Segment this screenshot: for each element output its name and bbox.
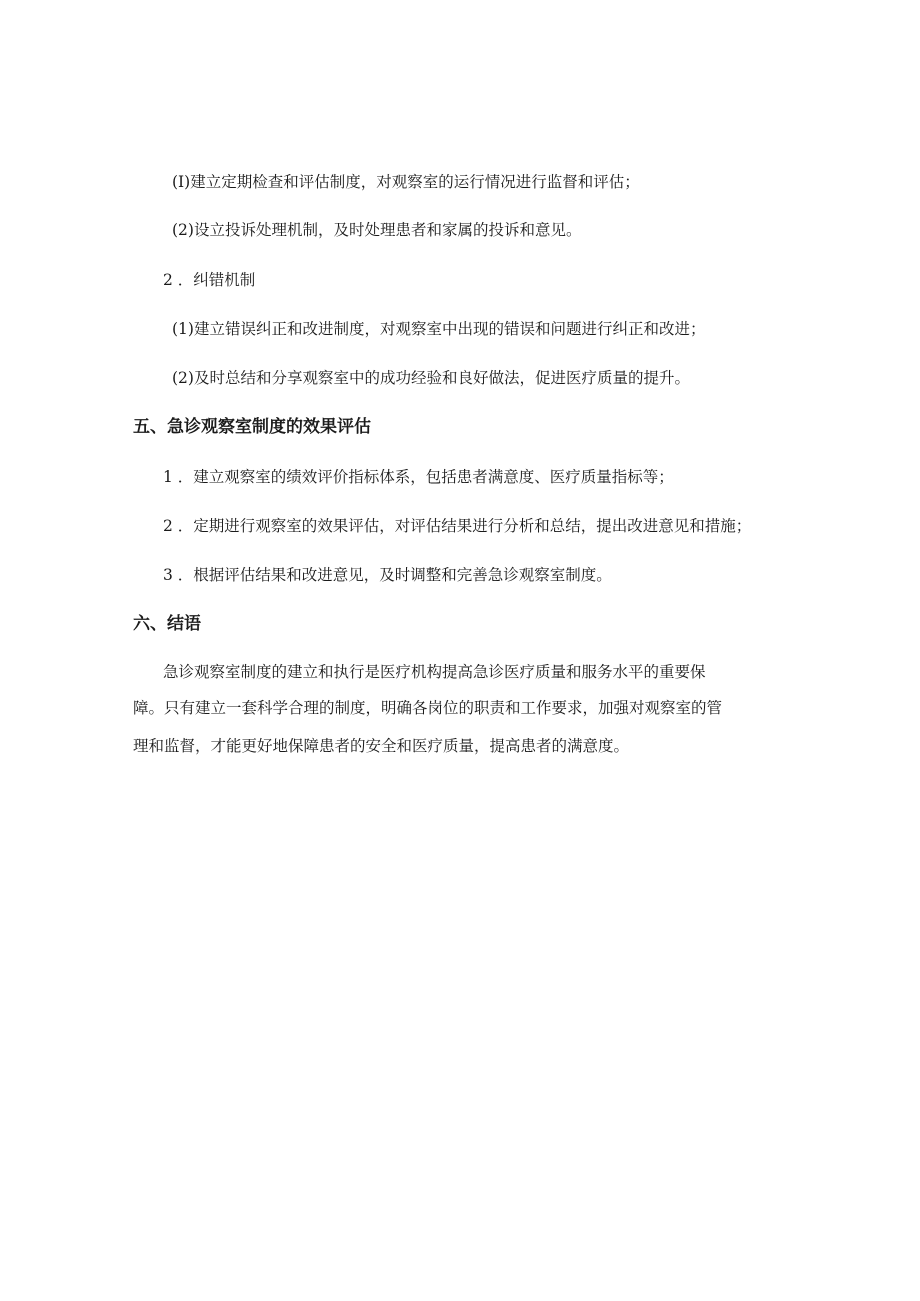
correction-title: 2 ．纠错机制 <box>163 271 256 289</box>
conclusion-line-2: 障。只有建立一套科学合理的制度，明确各岗位的职责和工作要求，加强对观察室的管 <box>133 699 723 717</box>
section-5-item-2: 2 ．定期进行观察室的效果评估，对评估结果进行分析和总结，提出改进意见和措施； <box>163 517 752 535</box>
section-5-heading: 五、急诊观察室制度的效果评估 <box>133 417 371 437</box>
correction-item-1: (1)建立错误纠正和改进制度，对观察室中出现的错误和问题进行纠正和改进； <box>172 320 706 338</box>
section-5-item-3: 3 ．根据评估结果和改进意见，及时调整和完善急诊观察室制度。 <box>163 566 612 584</box>
section-5-item-1: 1 ．建立观察室的绩效评价指标体系，包括患者满意度、医疗质量指标等； <box>163 468 674 486</box>
conclusion-line-1: 急诊观察室制度的建立和执行是医疗机构提高急诊医疗质量和服务水平的重要保 <box>163 663 706 681</box>
correction-item-2: (2)及时总结和分享观察室中的成功经验和良好做法，促进医疗质量的提升。 <box>172 369 690 387</box>
supervision-item-1: (I)建立定期检查和评估制度，对观察室的运行情况进行监督和评估； <box>172 173 640 191</box>
section-6-heading: 六、结语 <box>133 614 201 634</box>
conclusion-line-3: 理和监督，才能更好地保障患者的安全和医疗质量，提高患者的满意度。 <box>133 737 630 755</box>
supervision-item-2: (2)设立投诉处理机制，及时处理患者和家属的投诉和意见。 <box>172 221 582 239</box>
